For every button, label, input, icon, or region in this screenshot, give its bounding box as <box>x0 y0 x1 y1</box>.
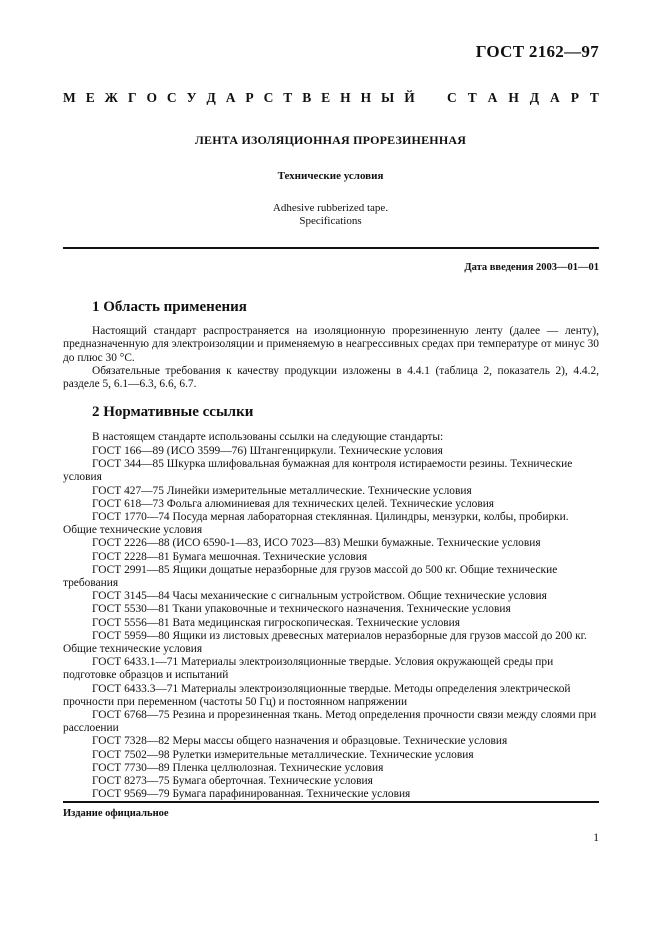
banner-letter: У <box>186 90 197 105</box>
reference-item: ГОСТ 166—89 (ИСО 3599—76) Штангенциркули. Технические условия <box>92 445 443 457</box>
document-subtitle: Технические условия <box>277 170 384 182</box>
banner-letter: С <box>166 90 177 105</box>
reference-item: ГОСТ 5959—80 Ящики из листовых древесных материалов неразборные для грузов массой до 200 кг. Общие технические условия <box>63 629 587 656</box>
references-list <box>63 445 599 801</box>
english-title <box>0 202 661 228</box>
banner-letter: Е <box>85 90 95 105</box>
standard-banner <box>63 90 599 106</box>
reference-item: ГОСТ 7328—82 Меры массы общего назначения и образцовые. Технические условия <box>92 735 508 748</box>
section-heading-scope: 1 Область применения <box>92 299 247 315</box>
banner-letter: А <box>550 90 560 105</box>
reference-item: ГОСТ 618—73 Фольга алюминиевая для технических целей. Технические условия <box>92 497 495 510</box>
reference-item: ГОСТ 2228—81 Бумага мешочная. Технические условия <box>92 550 368 563</box>
reference-item: ГОСТ 427—75 Линейки измерительные металлические. Технические условия <box>92 484 472 497</box>
banner-letter: Й <box>404 90 415 105</box>
reference-item: ГОСТ 5530—81 Ткани упаковочные и технического назначения. Технические условия <box>92 603 511 616</box>
reference-item: ГОСТ 1770—74 Посуда мерная лабораторная стеклянная. Цилиндры, мензурки, колбы, пробирки. Общие технические условия <box>63 511 569 537</box>
reference-item: ГОСТ 6433.3—71 Материалы электроизоляционные твердые. Методы определения электрической прочности при переменном (частоты 50 Гц) и постоянном напряжении <box>63 682 571 708</box>
footer-rule <box>63 801 599 803</box>
document-title: ЛЕНТА ИЗОЛЯЦИОННАЯ ПРОРЕЗИНЕННАЯ <box>194 133 467 147</box>
reference-item: ГОСТ 344—85 Шкурка шлифовальная бумажная для контроля истираемости резины. Технические условия <box>63 458 573 484</box>
scope-paragraph-2: Обязательные требования к качеству продукции изложены в 4.4.1 (таблица 2, показатель 2), 4.4.2, разделе 5, 6.1—6.3, 6.6, 6.7. <box>63 365 599 391</box>
banner-letter: В <box>302 90 312 105</box>
introduction-date: Дата введения 2003—01—01 <box>464 262 599 273</box>
banner-word-standard <box>447 90 599 106</box>
banner-letter: Н <box>340 90 351 105</box>
reference-item: ГОСТ 6433.1—71 Материалы электроизоляционные твердые. Условия окружающей среды при подготовке образцов и испытаний <box>63 656 554 682</box>
section-heading-references: 2 Нормативные ссылки <box>92 404 254 420</box>
banner-letter: Р <box>570 90 579 105</box>
banner-letter: Д <box>206 90 216 105</box>
banner-letter: Р <box>245 90 254 105</box>
banner-letter: М <box>63 90 76 105</box>
document-code: ГОСТ 2162—97 <box>475 42 599 61</box>
english-title-line1: Adhesive rubberized tape. <box>272 202 389 214</box>
reference-item: ГОСТ 6768—75 Резина и прорезиненная ткань. Метод определения прочности связи между слоями при расслоении <box>63 709 597 735</box>
reference-item: ГОСТ 7730—89 Пленка целлюлозная. Технические условия <box>92 761 384 774</box>
reference-item: ГОСТ 2991—85 Ящики дощатые неразборные для грузов массой до 500 кг. Общие технические требования <box>63 563 558 590</box>
reference-item: ГОСТ 7502—98 Рулетки измерительные металлические. Технические условия <box>92 748 474 761</box>
banner-letter: Н <box>360 90 372 105</box>
banner-letter: С <box>263 90 274 105</box>
reference-item: ГОСТ 2226—88 (ИСО 6590-1—83, ИСО 7023—83) Мешки бумажные. Технические условия <box>92 537 541 550</box>
banner-letter: Т <box>467 90 477 105</box>
banner-letter: С <box>447 90 457 105</box>
reference-item: ГОСТ 3145—84 Часы механические с сигнальным устройством. Общие технические условия <box>92 590 547 603</box>
reference-item: ГОСТ 9569—79 Бумага парафинированная. Технические условия <box>92 788 411 801</box>
english-title-line2: Specifications <box>299 215 362 227</box>
banner-letter: Д <box>529 90 540 105</box>
banner-letter: Г <box>127 90 137 105</box>
reference-item: ГОСТ 5556—81 Вата медицинская гигроскопическая. Технические условия <box>92 616 461 629</box>
banner-letter: Т <box>283 90 293 105</box>
page-number: 1 <box>593 832 599 844</box>
banner-letter: Т <box>589 90 599 105</box>
edition-note: Издание официальное <box>63 808 169 819</box>
banner-letter: А <box>225 90 236 105</box>
header-rule <box>63 247 599 249</box>
banner-word-interstate <box>63 90 415 106</box>
banner-letter: А <box>487 90 498 105</box>
scope-paragraph-1: Настоящий стандарт распространяется на изоляционную прорезиненную ленту (далее — ленту), предназначенную для электроизоляции и применяемую в неагрессивных средах при температуре от минус 30 до плюс 30 °С. <box>63 325 599 364</box>
banner-letter: Н <box>508 90 519 105</box>
banner-letter: Ж <box>104 90 118 105</box>
banner-letter: Ы <box>381 90 395 105</box>
banner-letter: О <box>146 90 157 105</box>
reference-item: ГОСТ 8273—75 Бумага оберточная. Технические условия <box>92 775 373 788</box>
banner-letter: Е <box>321 90 331 105</box>
references-intro: В настоящем стандарте использованы ссылки на следующие стандарты: <box>92 431 444 443</box>
